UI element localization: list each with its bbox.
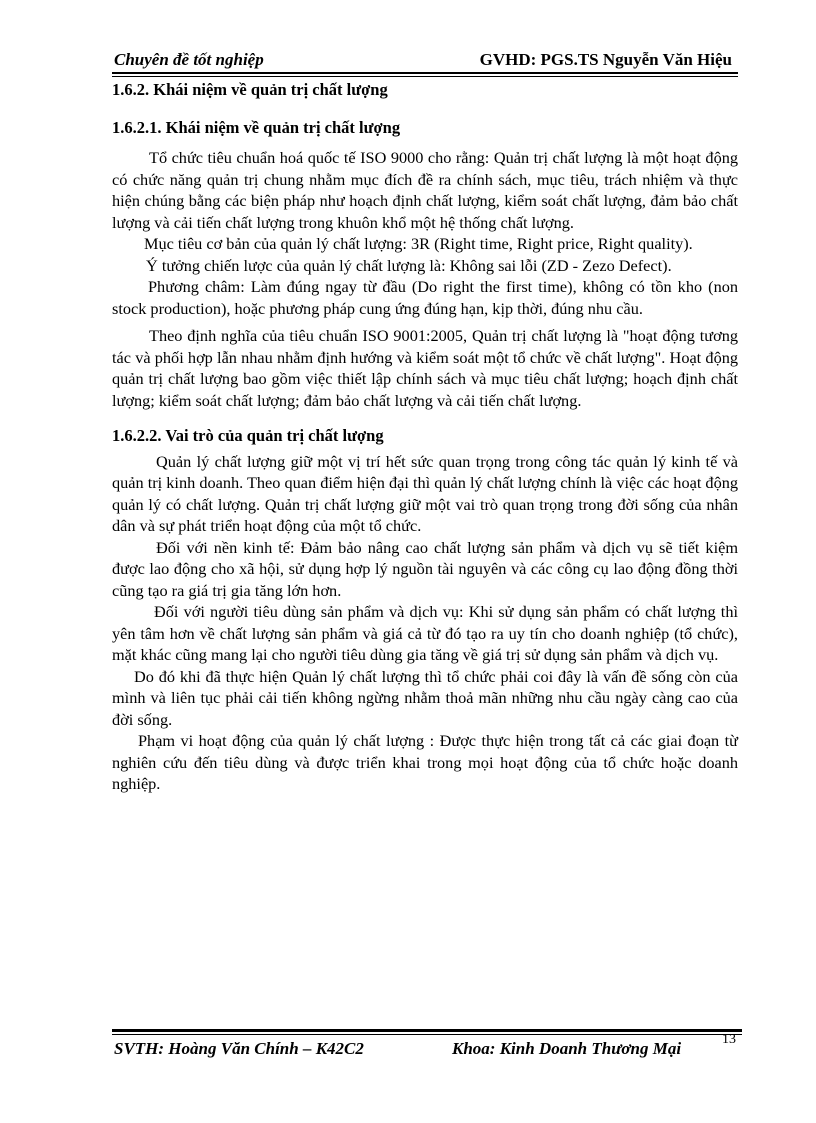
footer-rule-thin <box>112 1034 742 1035</box>
page-header <box>112 50 738 74</box>
header-supervisor: GVHD: PGS.TS Nguyễn Văn Hiệu <box>479 50 732 69</box>
paragraph: Mục tiêu cơ bản của quản lý chất lượng: 3R (Right time, Right price, Right quality). <box>144 234 693 253</box>
paragraph: Ý tưởng chiến lược của quản lý chất lượng là: Không sai lỗi (ZD - Zezo Defect). <box>146 255 672 275</box>
header-document-type: Chuyên đề tốt nghiệp <box>114 50 264 69</box>
document-body <box>112 79 738 795</box>
page-footer <box>112 1038 742 1064</box>
footer-faculty: Khoa: Kinh Doanh Thương Mại <box>452 1039 682 1058</box>
paragraph: Đối với nền kinh tế: Đảm bảo nâng cao chất lượng sản phẩm và dịch vụ sẽ tiết kiệm được lao động cho xã hội, sử dụng hợp lý nguồn tài nguyên và các công cụ lao động đồng thời cũng tạo ra giá trị gia tăng lớn hơn. <box>112 537 738 600</box>
paragraph: Theo định nghĩa của tiêu chuẩn ISO 9001:2005, Quản trị chất lượng là "hoạt động tương tác và phối hợp lẫn nhau nhằm định hướng và kiểm soát một tổ chức về chất lượng". Hoạt động quản trị chất lượng bao gồm việc thiết lập chính sách và mục tiêu chất lượng; hoạch định chất lượng; kiểm soát chất lượng; đảm bảo chất lượng và cải tiến chất lượng. <box>112 326 738 410</box>
paragraph: Phương châm: Làm đúng ngay từ đầu (Do right the first time), không có tồn kho (non stock production), hoặc phương pháp cung ứng đúng hạn, kịp thời, đúng nhu cầu. <box>112 277 738 318</box>
subsection-heading: 1.6.2.2. Vai trò của quản trị chất lượng <box>112 426 384 445</box>
subsection-heading: 1.6.2.1. Khái niệm về quản trị chất lượng <box>112 117 401 137</box>
paragraph: Phạm vi hoạt động của quản lý chất lượng : Được thực hiện trong tất cả các giai đoạn từ nghiên cứu đến tiêu dùng và được triển khai trong mọi hoạt động của tổ chức hoặc doanh nghiệp. <box>112 731 738 793</box>
section-heading: 1.6.2. Khái niệm về quản trị chất lượng <box>112 80 388 99</box>
page-number: 13 <box>722 1032 736 1047</box>
paragraph: Quản lý chất lượng giữ một vị trí hết sức quan trọng trong công tác quản lý kinh tế và quản trị kinh doanh. Theo quan điểm hiện đại thì quản lý chất lượng chính là việc các hoạt động quản lý có chất lượng. Quản trị chất lượng giữ một vai trò quan trọng trong đời sống của nhân dân và sự phát triển hoạt động của một tổ chức. <box>112 451 738 535</box>
paragraph: Do đó khi đã thực hiện Quản lý chất lượng thì tổ chức phải coi đây là vấn đề sống còn của mình và liên tục phải cải tiến không ngừng nhằm thoả mãn những nhu cầu ngày càng cao của đời sống. <box>112 666 738 729</box>
footer-rule <box>112 1029 742 1032</box>
header-rule-thin <box>112 76 738 77</box>
header-rule <box>112 72 738 74</box>
paragraph: Tổ chức tiêu chuẩn hoá quốc tế ISO 9000 cho rằng: Quản trị chất lượng là một hoạt động có chức năng quản trị chung nhằm mục đích đề ra chính sách, mục tiêu, trách nhiệm và thực hiện chúng bằng các biện pháp như hoạch định chất lượng, kiểm soát chất lượng, đảm bảo chất lượng và cải tiến chất lượng trong khuôn khổ một hệ thống chất lượng. <box>112 148 738 232</box>
paragraph: Đối với người tiêu dùng sản phẩm và dịch vụ: Khi sử dụng sản phẩm có chất lượng thì yên tâm hơn về chất lượng sản phẩm và giá cả từ đó tạo ra uy tín cho doanh nghiệp (tổ chức), mặt khác cũng mang lại cho người tiêu dùng gia tăng về giá trị sử dụng sản phẩm và dịch vụ. <box>112 602 738 664</box>
footer-student: SVTH: Hoàng Văn Chính – K42C2 <box>114 1039 364 1058</box>
